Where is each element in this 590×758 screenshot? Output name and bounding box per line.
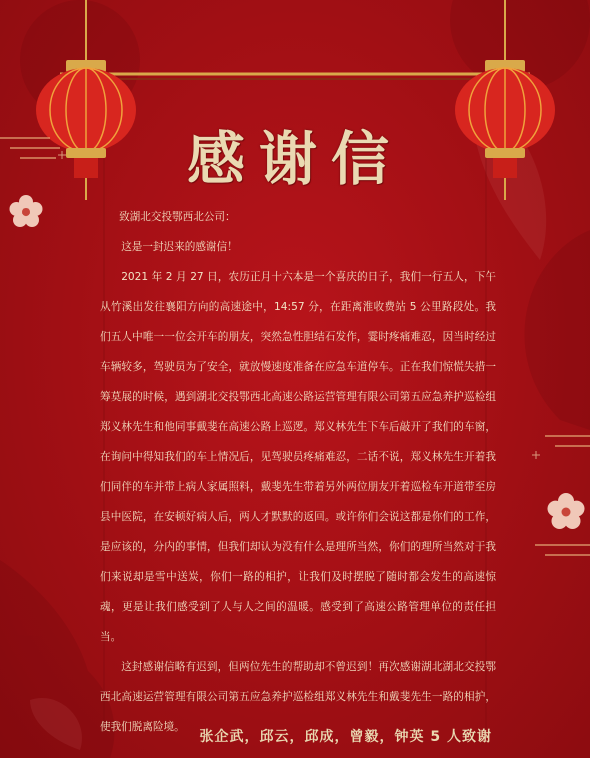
letter-title: 感谢信 — [186, 125, 403, 193]
salutation: 致湖北交投鄂西北公司： — [119, 211, 236, 223]
letter-body — [100, 202, 496, 742]
signature: 张企武，邱云，邱成，曾毅，钟英 5 人致谢 — [199, 729, 492, 745]
paragraph-2: 2021 年 2 月 27 日，农历正月十六本是一个喜庆的日子，我们一行五人，下午从竹溪出发往襄阳方向的高速途中，14:57 分，在距离淮收费站 5 公里路段处。我们五人中唯一一位会开车的朋友，突然急性胆结石发作，霎时疼痛难忍，因当时经过车辆较多，驾驶员为了安全，就放慢速度准备在应急车道停车。正在我们惊慌失措一筹莫展的时候，遇到湖北交投鄂西北高速公路运营管理有限公司第五应急养护巡检组郑义林先生和他同事戴斐在高速公路上巡逻。郑义林先生下车后敲开了我们的车窗，在询问中得知我们的车上情况后，见驾驶员疼痛难忍，二话不说，郑义林先生开着我们同伴的车并带上病人家属照料，戴斐先生带着另外两位朋友开着巡检车开道带至房县中医院，在安顿好病人后，两人才默默的返回。或许你们会说这都是你们的工作，是应该的，分内的事情，但我们却认为没有什么是理所当然，你们的理所当然对于我们来说却是雪中送炭，你们一路的相护，让我们及时摆脱了随时都会发生的高速惊魂，更是让我们感受到了人与人之间的温暖。感受到了高速公路管理单位的责任担当。 — [100, 271, 496, 643]
paragraph-3: 这封感谢信略有迟到，但两位先生的帮助却不曾迟到！再次感谢湖北湖北交投鄂西北高速运营管理有限公司第五应急养护巡检组郑义林先生和戴斐先生一路的相护，使我们脱离险境。 — [100, 661, 496, 733]
paragraph-1: 这是一封迟来的感谢信！ — [121, 241, 238, 253]
